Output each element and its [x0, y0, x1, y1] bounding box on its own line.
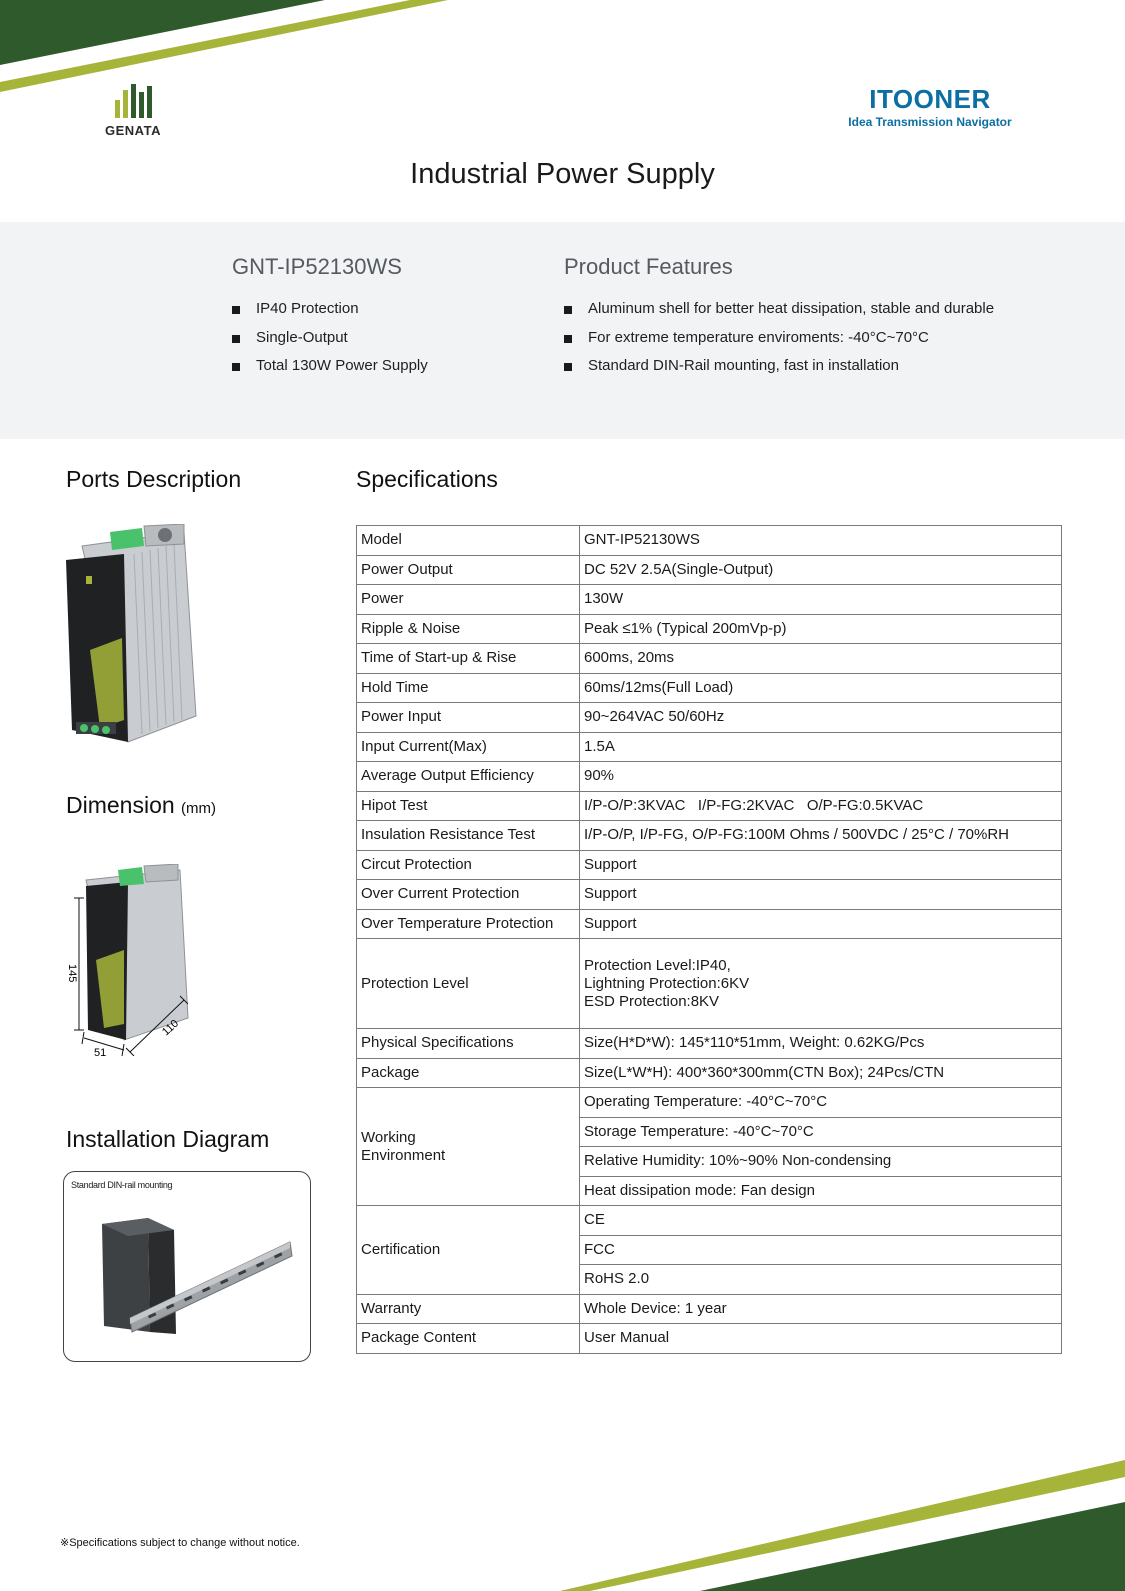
bullet-square-icon [564, 363, 572, 371]
table-row: Protection Level Protection Level:IP40, Lightning Protection:6KV ESD Protection:8KV [357, 939, 1062, 1029]
top-dark-stripe [0, 0, 325, 65]
specifications-table [356, 525, 1062, 1354]
table-row: Time of Start-up & Rise 600ms, 20ms [357, 644, 1062, 674]
installation-diagram-box [63, 1171, 311, 1362]
ports-heading: Ports Description [66, 466, 242, 492]
table-row: Model GNT-IP52130WS [357, 526, 1062, 556]
power-supply-device-image [64, 524, 200, 750]
list-item: Standard DIN-Rail mounting, fast in installation [564, 352, 994, 381]
table-row: Circut Protection Support [357, 850, 1062, 880]
bottom-dark-stripe [700, 1502, 1125, 1591]
specifications-heading: Specifications [356, 466, 498, 492]
footnote: ※Specifications subject to change without notice. [60, 1537, 300, 1549]
bottom-lime-stripe [560, 1460, 1125, 1591]
genata-logo-text: GENATA [105, 123, 161, 138]
dimension-height-label: 145 [66, 964, 78, 983]
itooner-tagline: Idea Transmission Navigator [848, 115, 1012, 129]
table-row: Storage Temperature: -40°C~70°C [357, 1117, 1062, 1147]
genata-bars-icon [98, 82, 168, 118]
list-item: IP40 Protection [232, 295, 428, 324]
dimension-width-label: 51 [94, 1047, 107, 1056]
table-row: Input Current(Max) 1.5A [357, 732, 1062, 762]
dimension-depth-label: 110 [159, 1017, 182, 1039]
list-item: Total 130W Power Supply [232, 352, 428, 381]
list-item: For extreme temperature enviroments: -40°C~70°C [564, 324, 994, 353]
itooner-logo-text: ITOONER [869, 84, 991, 114]
model-heading: GNT-IP52130WS [232, 254, 402, 279]
table-row: Power 130W [357, 585, 1062, 615]
table-row: Warranty Whole Device: 1 year [357, 1294, 1062, 1324]
genata-logo [98, 82, 168, 138]
model-points-list [232, 295, 428, 381]
table-row: Package Size(L*W*H): 400*360*300mm(CTN Box); 24Pcs/CTN [357, 1058, 1062, 1088]
table-row: Certification CE [357, 1206, 1062, 1236]
features-list [564, 295, 994, 381]
table-row: Hold Time 60ms/12ms(Full Load) [357, 673, 1062, 703]
bullet-square-icon [232, 306, 240, 314]
bullet-square-icon [564, 335, 572, 343]
table-row: Physical Specifications Size(H*D*W): 145*110*51mm, Weight: 0.62KG/Pcs [357, 1029, 1062, 1059]
table-row: Insulation Resistance Test I/P-O/P, I/P-FG, O/P-FG:100M Ohms / 500VDC / 25°C / 70%RH [357, 821, 1062, 851]
top-lime-stripe [0, 0, 448, 92]
bullet-square-icon [564, 306, 572, 314]
list-item: Single-Output [232, 324, 428, 353]
dimension-drawing [62, 864, 196, 1056]
dimension-unit: (mm) [181, 800, 217, 817]
table-row: Hipot Test I/P-O/P:3KVAC I/P-FG:2KVAC O/P-FG:0.5KVAC [357, 791, 1062, 821]
table-row: Relative Humidity: 10%~90% Non-condensing [357, 1147, 1062, 1177]
installation-heading: Installation Diagram [66, 1126, 270, 1152]
table-row: Heat dissipation mode: Fan design [357, 1176, 1062, 1206]
dimension-heading: Dimension (mm) [66, 792, 217, 818]
table-row: Power Input 90~264VAC 50/60Hz [357, 703, 1062, 733]
installation-caption: Standard DIN-rail mounting [71, 1180, 173, 1190]
table-row: RoHS 2.0 [357, 1265, 1062, 1295]
table-row: Power Output DC 52V 2.5A(Single-Output) [357, 555, 1062, 585]
table-row: FCC [357, 1235, 1062, 1265]
bullet-square-icon [232, 335, 240, 343]
features-heading: Product Features [564, 254, 733, 279]
page-title: Industrial Power Supply [410, 158, 715, 190]
table-row: Package Content User Manual [357, 1324, 1062, 1354]
table-row: Over Current Protection Support [357, 880, 1062, 910]
list-item: Aluminum shell for better heat dissipation, stable and durable [564, 295, 994, 324]
bullet-square-icon [232, 363, 240, 371]
table-row: Average Output Efficiency 90% [357, 762, 1062, 792]
din-rail-mount-image [94, 1202, 294, 1352]
table-row: Ripple & Noise Peak ≤1% (Typical 200mVp-p) [357, 614, 1062, 644]
table-row: Over Temperature Protection Support [357, 909, 1062, 939]
table-row: Working Environment Operating Temperature: -40°C~70°C [357, 1088, 1062, 1118]
itooner-logo [840, 84, 1020, 129]
